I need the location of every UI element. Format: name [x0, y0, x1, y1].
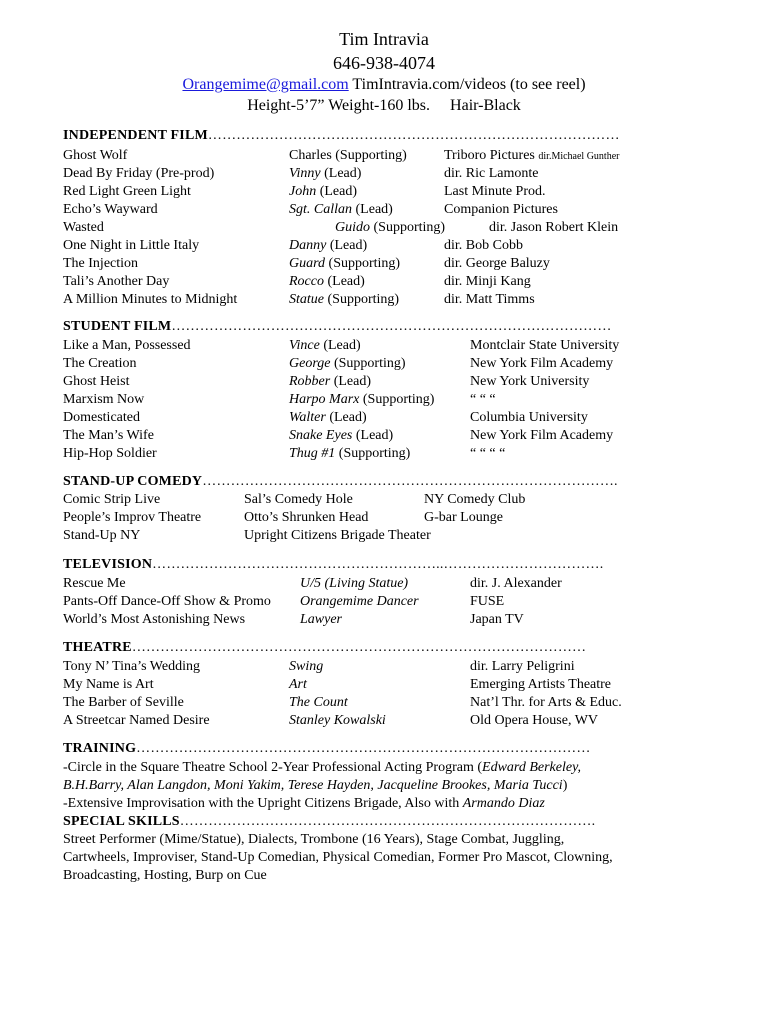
- role-type: (Lead): [326, 238, 368, 253]
- film-title: Wasted: [63, 220, 104, 235]
- film-school: “ “ “: [470, 392, 496, 407]
- role-name: Danny: [289, 238, 327, 253]
- film-title: A Million Minutes to Midnight: [63, 292, 238, 307]
- role-type: (Lead): [316, 184, 358, 199]
- role-name: Vinny: [289, 166, 321, 181]
- play-role: The Count: [289, 695, 348, 710]
- section-dots: ……………………………………………………..…………………………….: [152, 557, 604, 572]
- film-role: [289, 356, 406, 372]
- film-title: Hip-Hop Soldier: [63, 446, 157, 461]
- role-name: John: [289, 184, 317, 199]
- venue-name: Upright Citizens Brigade Theater: [244, 528, 431, 543]
- film-title: Echo’s Wayward: [63, 202, 158, 217]
- film-role: [289, 202, 393, 218]
- training-line-2: [63, 778, 567, 794]
- section-dots: …………………………………………………………………………………: [171, 319, 612, 334]
- film-role: [289, 446, 410, 462]
- contact-line: [0, 76, 768, 94]
- skills-line-1: Street Performer (Mime/Statue), Dialects, Trombone (16 Years), Stage Combat, Juggling,: [63, 832, 565, 847]
- company-name: dir. Matt Timms: [444, 292, 535, 307]
- film-title: Dead By Friday (Pre-prod): [63, 166, 215, 181]
- play-role: Swing: [289, 659, 324, 674]
- role-type: (Supporting): [324, 292, 400, 307]
- show-role: Lawyer: [300, 612, 342, 627]
- film-company: [444, 292, 535, 308]
- film-company: [444, 238, 523, 254]
- film-role: [289, 428, 393, 444]
- venue-name: Comic Strip Live: [63, 492, 161, 507]
- company-name: dir. George Baluzy: [444, 256, 550, 271]
- venue-name: G-bar Lounge: [424, 510, 503, 525]
- director-name: dir.Michael Gunther: [538, 151, 620, 162]
- role-name: Sgt. Callan: [289, 202, 353, 217]
- film-role: [289, 166, 361, 182]
- film-title: Domesticated: [63, 410, 140, 425]
- role-name: Thug #1: [289, 446, 336, 461]
- section-title: INDEPENDENT FILM: [63, 128, 208, 143]
- student-film-heading: [63, 319, 612, 335]
- show-role: Orangemime Dancer: [300, 594, 419, 609]
- role-type: (Supporting): [370, 220, 446, 235]
- play-venue: Old Opera House, WV: [470, 713, 599, 728]
- section-dots: …………………………………………………………………………….: [202, 474, 618, 489]
- actor-name: Tim Intravia: [339, 29, 429, 49]
- section-title: TELEVISION: [63, 557, 153, 572]
- role-name: Snake Eyes: [289, 428, 353, 443]
- section-dots: …………………………………………………………………………….: [179, 814, 596, 829]
- reel-text: TimIntravia.com/videos (to see reel): [352, 76, 586, 93]
- role-type: (Lead): [352, 202, 393, 217]
- play-venue: Nat’l Thr. for Arts & Educ.: [470, 695, 622, 710]
- role-type: Charles (Supporting): [289, 148, 407, 163]
- film-school: Columbia University: [470, 410, 588, 425]
- section-title: THEATRE: [63, 640, 132, 655]
- training-teachers: Armando Diaz: [462, 796, 545, 811]
- role-type: (Lead): [352, 428, 394, 443]
- film-company: [444, 148, 619, 164]
- show-title: World’s Most Astonishing News: [63, 612, 246, 627]
- theatre-heading: [63, 640, 586, 656]
- role-type: (Supporting): [325, 256, 401, 271]
- film-role: [289, 238, 367, 254]
- company-name: dir. Bob Cobb: [444, 238, 523, 253]
- skills-line-2: Cartwheels, Improviser, Stand-Up Comedian, Physical Comedian, Former Pro Mascot, Clowning,: [63, 850, 613, 865]
- film-title: Red Light Green Light: [63, 184, 191, 199]
- film-role: [289, 374, 371, 390]
- role-type: (Lead): [323, 274, 365, 289]
- film-company: [489, 220, 618, 236]
- show-network: Japan TV: [470, 612, 524, 627]
- company-name: dir. Ric Lamonte: [444, 166, 539, 181]
- show-title: Rescue Me: [63, 576, 126, 591]
- role-name: Robber: [289, 374, 331, 389]
- venue-name: Stand-Up NY: [63, 528, 141, 543]
- section-dots: ……………………………………………………………………………………: [131, 640, 587, 655]
- film-role: [289, 184, 357, 200]
- show-title: Pants-Off Dance-Off Show & Promo: [63, 594, 271, 609]
- role-name: George: [289, 356, 331, 371]
- section-title: TRAINING: [63, 741, 137, 756]
- training-text: ): [562, 778, 568, 793]
- section-dots: ……………………………………………………………………………: [207, 128, 620, 143]
- film-title: Tali’s Another Day: [63, 274, 170, 289]
- film-title: Like a Man, Possessed: [63, 338, 191, 353]
- special-skills-heading: [63, 814, 595, 830]
- role-name: Vince: [289, 338, 320, 353]
- training-heading: [63, 741, 591, 757]
- skills-line-3: Broadcasting, Hosting, Burp on Cue: [63, 868, 267, 883]
- film-role: [289, 256, 400, 272]
- film-title: Ghost Heist: [63, 374, 130, 389]
- role-name: Statue: [289, 292, 324, 307]
- role-name: Rocco: [289, 274, 324, 289]
- standup-heading: [63, 474, 618, 490]
- company-name: dir. Jason Robert Klein: [489, 220, 619, 235]
- role-name: Guido: [335, 220, 370, 235]
- film-school: “ “ “ “: [470, 446, 506, 461]
- film-role: [335, 220, 445, 236]
- role-type: (Lead): [319, 338, 361, 353]
- role-type: (Lead): [330, 374, 372, 389]
- play-title: A Streetcar Named Desire: [63, 713, 210, 728]
- film-title: Marxism Now: [63, 392, 145, 407]
- training-line-3: [63, 796, 545, 812]
- film-role: [289, 148, 407, 164]
- company-name: Companion Pictures: [444, 202, 558, 217]
- training-text: -Extensive Improvisation with the Upright Citizens Brigade, Also with: [63, 796, 463, 811]
- film-role: [289, 392, 434, 408]
- film-role: [289, 292, 399, 308]
- play-title: The Barber of Seville: [63, 695, 184, 710]
- play-title: My Name is Art: [63, 677, 154, 692]
- play-title: Tony N’ Tina’s Wedding: [63, 659, 200, 674]
- training-teachers: Edward Berkeley,: [482, 760, 582, 775]
- phone-number: 646-938-4074: [333, 53, 435, 73]
- film-school: New York University: [470, 374, 590, 389]
- role-type: (Supporting): [335, 446, 411, 461]
- section-title: STUDENT FILM: [63, 319, 172, 334]
- film-company: [444, 256, 550, 272]
- film-company: [444, 166, 538, 182]
- film-role: [289, 274, 365, 290]
- television-heading: [63, 557, 603, 573]
- show-network: FUSE: [470, 594, 505, 609]
- section-title: SPECIAL SKILLS: [63, 814, 180, 829]
- venue-name: Otto’s Shrunken Head: [244, 510, 369, 525]
- training-line-1: [63, 760, 581, 776]
- film-company: [444, 202, 558, 218]
- role-type: (Lead): [325, 410, 367, 425]
- play-role: Stanley Kowalski: [289, 713, 386, 728]
- play-venue: dir. Larry Peligrini: [470, 659, 575, 674]
- venue-name: NY Comedy Club: [424, 492, 526, 507]
- company-name: dir. Minji Kang: [444, 274, 531, 289]
- role-type: (Lead): [320, 166, 362, 181]
- role-name: Harpo Marx: [289, 392, 360, 407]
- section-title: STAND-UP COMEDY: [63, 474, 203, 489]
- email-link[interactable]: Orangemime@gmail.com: [182, 76, 349, 93]
- company-name: Last Minute Prod.: [444, 184, 546, 199]
- company-name: Triboro Pictures: [444, 148, 539, 163]
- role-type: (Supporting): [359, 392, 435, 407]
- film-role: [289, 338, 361, 354]
- independent-film-heading: [63, 128, 620, 144]
- section-dots: ……………………………………………………………………………………: [136, 741, 591, 756]
- play-venue: Emerging Artists Theatre: [470, 677, 612, 692]
- film-title: The Injection: [63, 256, 139, 271]
- role-name: Guard: [289, 256, 326, 271]
- film-role: [289, 410, 367, 426]
- venue-name: People’s Improv Theatre: [63, 510, 202, 525]
- physical-stats: Height-5’7” Weight-160 lbs. Hair-Black: [247, 97, 521, 114]
- film-title: Ghost Wolf: [63, 148, 128, 163]
- training-teachers: B.H.Barry, Alan Langdon, Moni Yakim, Terese Hayden, Jacqueline Brookes, Maria Tucci: [63, 778, 563, 793]
- film-title: The Creation: [63, 356, 137, 371]
- role-name: Walter: [289, 410, 326, 425]
- training-text: -Circle in the Square Theatre School 2-Year Professional Acting Program (: [63, 760, 483, 775]
- film-title: One Night in Little Italy: [63, 238, 200, 253]
- play-role: Art: [289, 677, 307, 692]
- film-school: New York Film Academy: [470, 428, 614, 443]
- venue-name: Sal’s Comedy Hole: [244, 492, 353, 507]
- film-school: Montclair State University: [470, 338, 620, 353]
- show-role: U/5 (Living Statue): [300, 576, 409, 591]
- film-company: [444, 274, 531, 290]
- film-title: The Man’s Wife: [63, 428, 154, 443]
- role-type: (Supporting): [330, 356, 406, 371]
- film-school: New York Film Academy: [470, 356, 614, 371]
- show-network: dir. J. Alexander: [470, 576, 562, 591]
- film-company: [444, 184, 546, 200]
